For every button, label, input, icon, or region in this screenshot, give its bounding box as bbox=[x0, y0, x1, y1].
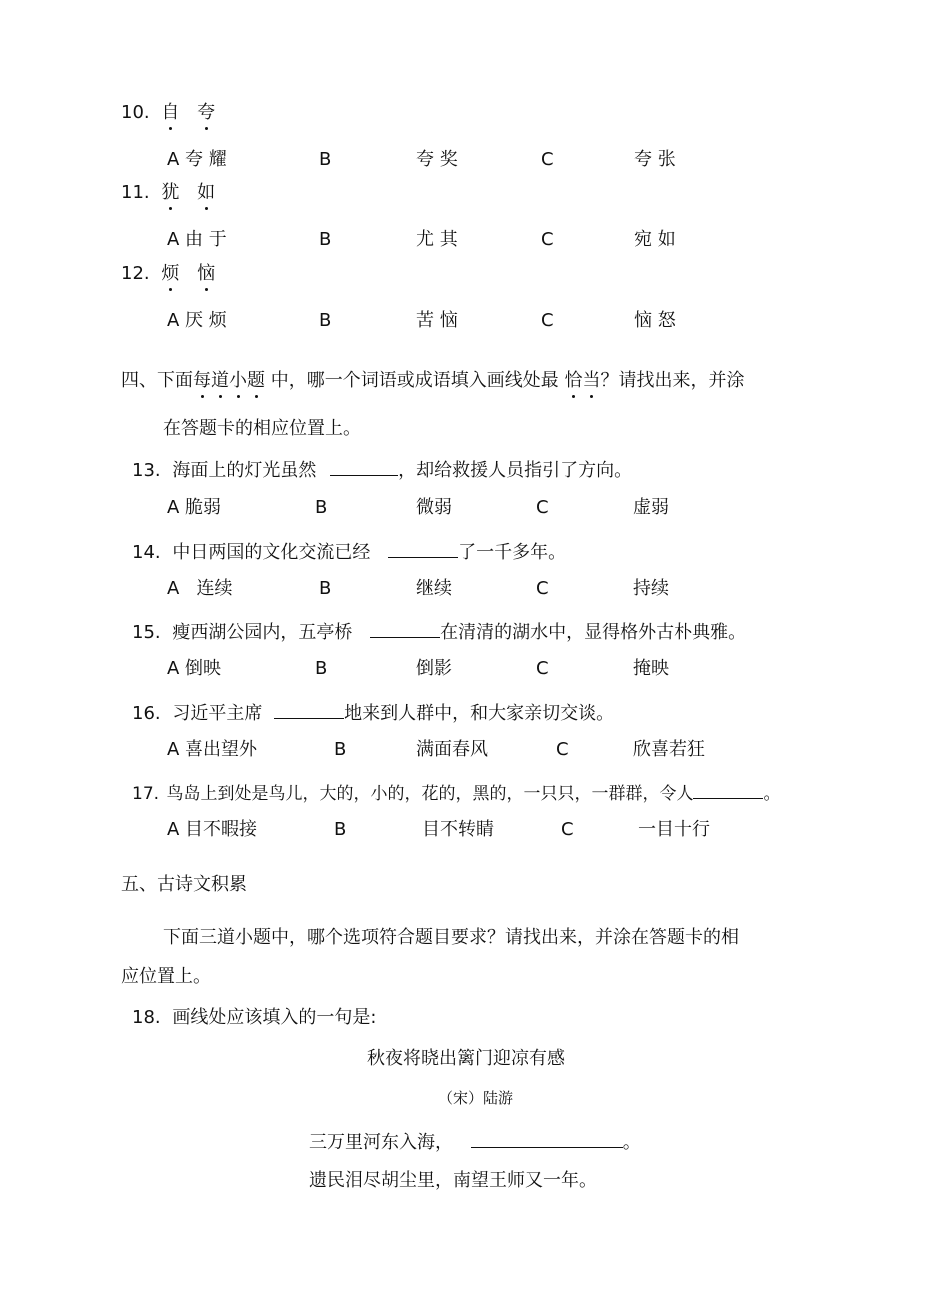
question-number: 17. bbox=[132, 784, 160, 804]
answer-blank bbox=[274, 701, 344, 719]
question-number: 12. bbox=[121, 263, 150, 284]
option-c: 宛 如 bbox=[634, 229, 676, 250]
option-a: A 夸 耀 bbox=[167, 149, 227, 170]
heading-text: 中，哪一个词语或成语填入画线处最 bbox=[265, 370, 565, 391]
option-a: A 连续 bbox=[167, 578, 233, 599]
answer-blank bbox=[388, 540, 458, 558]
question-16-stem bbox=[132, 701, 614, 723]
poem-text: 三万里河东入海， bbox=[309, 1132, 453, 1153]
question-number: 13. bbox=[132, 460, 161, 481]
poem-author: （宋）陆游 bbox=[438, 1089, 514, 1107]
option-c-label: C bbox=[536, 658, 549, 679]
dotted-char: 夸 bbox=[197, 102, 216, 123]
dotted-char: 烦 bbox=[161, 263, 180, 284]
option-b-label: B bbox=[334, 739, 347, 760]
question-number: 14. bbox=[132, 542, 161, 563]
question-18-stem bbox=[132, 1009, 376, 1027]
question-number: 11. bbox=[121, 182, 150, 203]
option-b-label: B bbox=[315, 658, 328, 679]
question-text: 瘦西湖公园内，五亭桥 bbox=[172, 622, 353, 643]
option-a: A 由 于 bbox=[167, 229, 227, 250]
option-b: 苦 恼 bbox=[416, 310, 458, 331]
question-text: 地来到人群中，和大家亲切交谈。 bbox=[344, 703, 615, 724]
question-number: 10. bbox=[121, 102, 150, 123]
poem-text: 。 bbox=[622, 1132, 641, 1153]
option-b-label: B bbox=[334, 819, 347, 840]
option-b: 尤 其 bbox=[416, 229, 458, 250]
question-text: 鸟岛上到处是鸟儿，大的，小的，花的，黑的，一只只，一群群，令人 bbox=[166, 784, 694, 804]
question-10-stem bbox=[121, 104, 215, 122]
heading-text: 四、下面 bbox=[121, 370, 193, 391]
dotted-char: 题 bbox=[247, 370, 265, 391]
poem-line-1 bbox=[309, 1130, 641, 1152]
section-5-intro: 下面三道小题中，哪个选项符合题目要求？请找出来，并涂在答题卡的相 bbox=[163, 927, 739, 948]
option-c-label: C bbox=[536, 497, 549, 518]
option-c: 虚弱 bbox=[633, 497, 669, 518]
option-b: 满面春风 bbox=[416, 739, 488, 760]
section-5-heading: 五、古诗文积累 bbox=[121, 874, 247, 895]
option-c-label: C bbox=[556, 739, 569, 760]
option-c: 夸 张 bbox=[634, 149, 676, 170]
option-b: 倒影 bbox=[416, 658, 452, 679]
answer-blank bbox=[370, 620, 440, 638]
question-text: 习近平主席 bbox=[172, 703, 263, 724]
answer-blank bbox=[471, 1130, 623, 1148]
question-13-stem bbox=[132, 458, 632, 480]
answer-blank bbox=[693, 781, 763, 799]
question-text: ，却给救援人员指引了方向。 bbox=[398, 460, 633, 481]
section-4-heading bbox=[121, 372, 744, 390]
question-text: 中日两国的文化交流已经 bbox=[172, 542, 371, 563]
dotted-char: 如 bbox=[197, 182, 216, 203]
option-c-label: C bbox=[541, 149, 554, 170]
option-c-label: C bbox=[541, 310, 554, 331]
option-b: 目不转睛 bbox=[422, 819, 494, 840]
question-14-stem bbox=[132, 540, 566, 562]
dotted-char: 恰 bbox=[564, 370, 583, 391]
dotted-char: 当 bbox=[582, 370, 601, 391]
heading-text: ？请找出来，并涂 bbox=[600, 370, 745, 391]
question-17-stem bbox=[132, 781, 780, 803]
question-text: 画线处应该填入的一句是: bbox=[172, 1007, 377, 1028]
option-c-label: C bbox=[561, 819, 574, 840]
question-text: 。 bbox=[763, 784, 781, 804]
dotted-char: 自 bbox=[161, 102, 180, 123]
option-c: 掩映 bbox=[633, 658, 669, 679]
question-number: 16. bbox=[132, 703, 161, 724]
option-a: A 倒映 bbox=[167, 658, 222, 679]
option-c: 一目十行 bbox=[638, 819, 710, 840]
question-text: 海面上的灯光虽然 bbox=[172, 460, 317, 481]
dotted-char: 恼 bbox=[197, 263, 216, 284]
dotted-char: 道 bbox=[211, 370, 229, 391]
question-12-stem bbox=[121, 265, 215, 283]
question-text: 了一千多年。 bbox=[458, 542, 567, 563]
option-b-label: B bbox=[319, 578, 332, 599]
option-a: A 厌 烦 bbox=[167, 310, 227, 331]
option-c: 恼 怒 bbox=[634, 310, 676, 331]
option-c-label: C bbox=[541, 229, 554, 250]
option-b: 夸 奖 bbox=[416, 149, 458, 170]
dotted-char: 小 bbox=[229, 370, 247, 391]
answer-blank bbox=[330, 458, 398, 476]
question-text: 在清清的湖水中，显得格外古朴典雅。 bbox=[440, 622, 747, 643]
option-a: A 脆弱 bbox=[167, 497, 222, 518]
option-b: 继续 bbox=[416, 578, 452, 599]
section-4-heading-line2: 在答题卡的相应位置上。 bbox=[163, 418, 361, 439]
option-b-label: B bbox=[319, 310, 332, 331]
option-b: 微弱 bbox=[416, 497, 452, 518]
dotted-char: 犹 bbox=[161, 182, 180, 203]
option-c: 欣喜若狂 bbox=[633, 739, 705, 760]
question-11-stem bbox=[121, 184, 215, 202]
poem-line-2: 遗民泪尽胡尘里，南望王师又一年。 bbox=[309, 1170, 597, 1191]
option-a: A 喜出望外 bbox=[167, 739, 258, 760]
option-b-label: B bbox=[319, 229, 332, 250]
section-5-intro-line2: 应位置上。 bbox=[121, 966, 211, 987]
option-c: 持续 bbox=[633, 578, 669, 599]
option-a: A 目不暇接 bbox=[167, 819, 258, 840]
dotted-char: 每 bbox=[193, 370, 211, 391]
option-b-label: B bbox=[315, 497, 328, 518]
option-b-label: B bbox=[319, 149, 332, 170]
poem-title: 秋夜将晓出篱门迎凉有感 bbox=[367, 1048, 565, 1069]
option-c-label: C bbox=[536, 578, 549, 599]
question-number: 18. bbox=[132, 1007, 161, 1028]
question-15-stem bbox=[132, 620, 746, 642]
question-number: 15. bbox=[132, 622, 161, 643]
